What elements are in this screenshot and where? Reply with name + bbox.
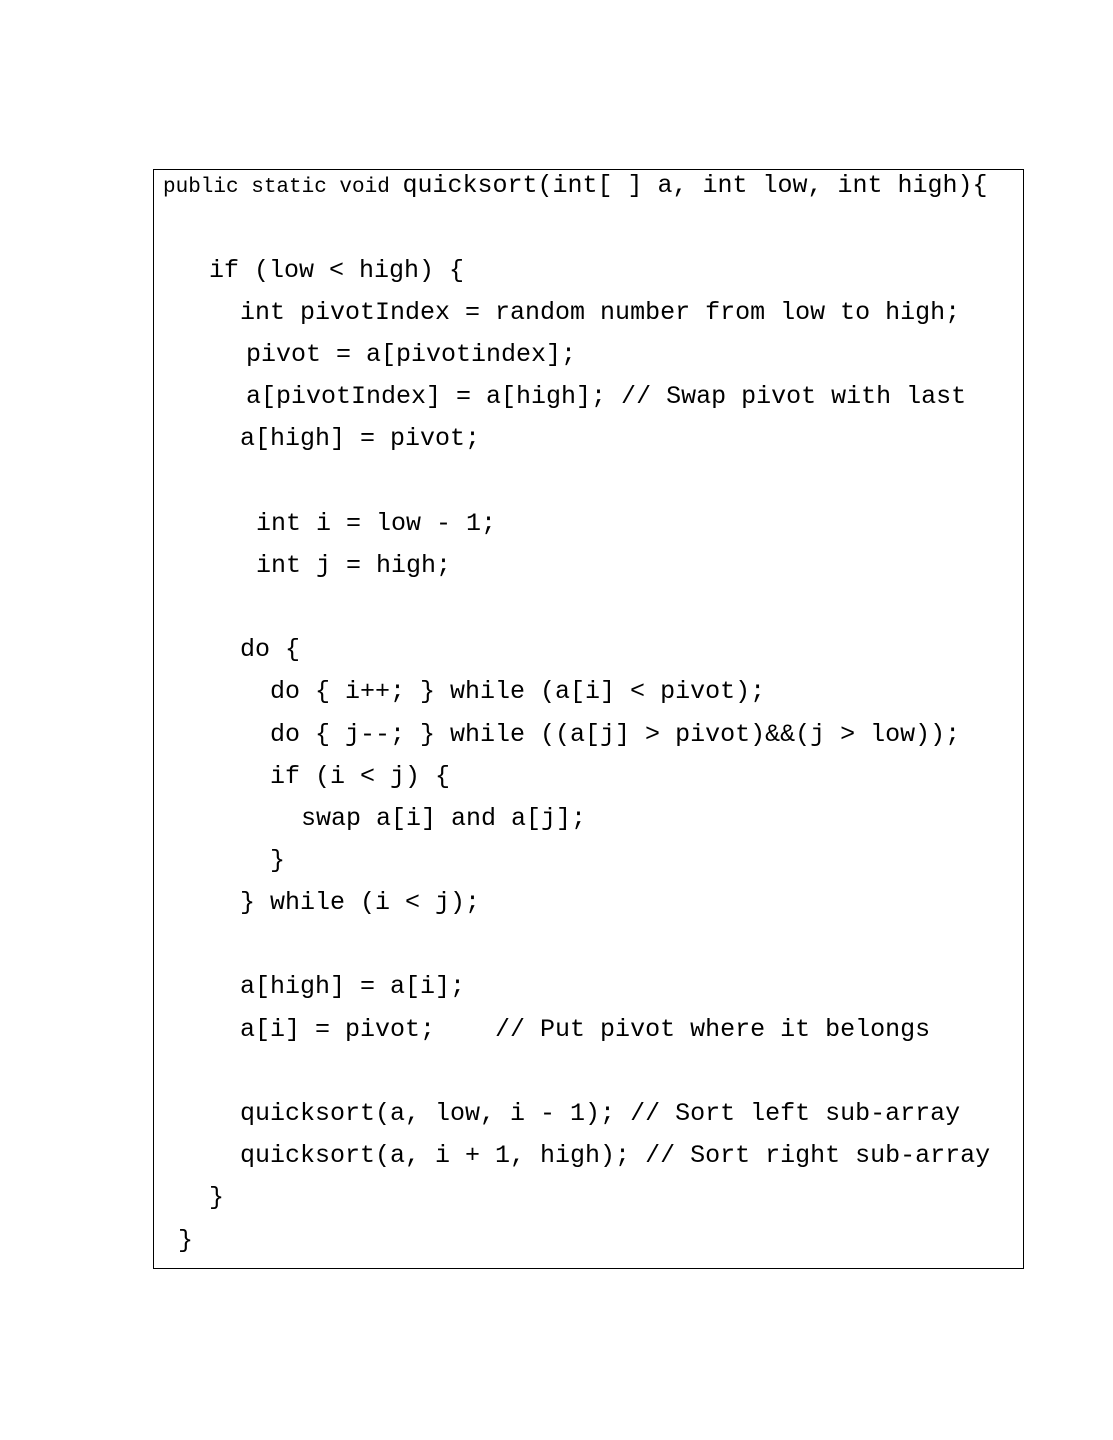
code-signature (163, 171, 988, 203)
code-line: a[pivotIndex] = a[high]; // Swap pivot with last (246, 382, 967, 411)
code-line: int j = high; (256, 551, 452, 580)
code-line: swap a[i] and a[j]; (301, 804, 587, 833)
code-line: a[high] = a[i]; (240, 972, 466, 1001)
code-line: a[high] = pivot; (240, 424, 481, 453)
code-line: int i = low - 1; (256, 509, 497, 538)
code-line: int pivotIndex = random number from low to high; (240, 298, 961, 327)
code-line: quicksort(a, low, i - 1); // Sort left sub-array (240, 1099, 961, 1128)
code-line: pivot = a[pivotindex]; (246, 340, 577, 369)
code-line: do { i++; } while (a[i] < pivot); (270, 677, 766, 706)
code-line: } (270, 846, 286, 875)
code-line: do { (240, 635, 301, 664)
code-line: } while (i < j); (240, 888, 481, 917)
signature-declaration: quicksort(int[ ] a, int low, int high){ (402, 171, 988, 200)
signature-modifiers: public static void (163, 176, 403, 199)
code-line: } (178, 1226, 194, 1255)
code-line: do { j--; } while ((a[j] > pivot)&&(j > low)); (270, 720, 961, 749)
code-line: a[i] = pivot; // Put pivot where it belongs (240, 1015, 931, 1044)
code-line: if (low < high) { (209, 256, 465, 285)
code-line: } (209, 1183, 225, 1212)
code-line: quicksort(a, i + 1, high); // Sort right sub-array (240, 1141, 991, 1170)
code-line: if (i < j) { (270, 762, 451, 791)
